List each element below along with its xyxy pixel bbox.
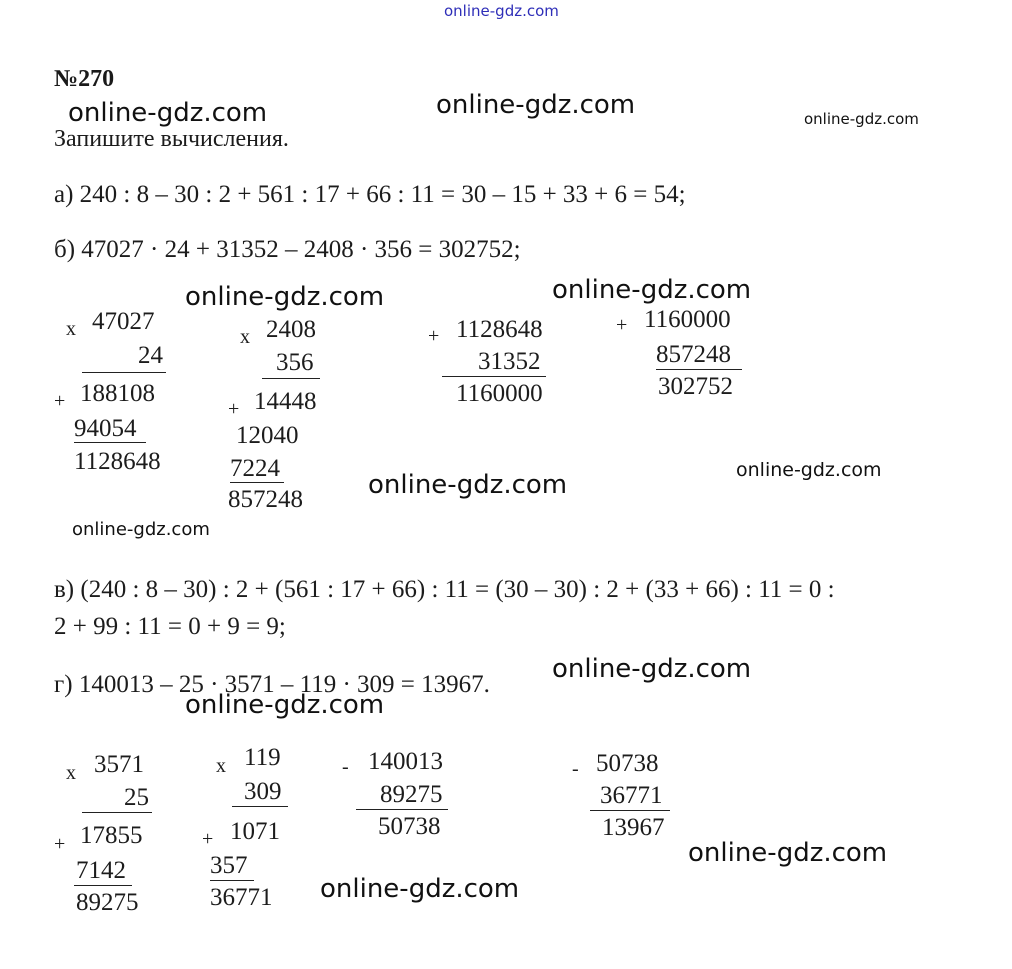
result: 302752	[658, 373, 733, 400]
equation-v-line-2: 2 + 99 : 11 = 0 + 9 = 9;	[54, 613, 286, 640]
underline	[262, 378, 320, 379]
partial-product: 17855	[80, 822, 143, 849]
partial-product: 188108	[80, 380, 155, 407]
operand: 309	[244, 778, 282, 805]
multiply-sign: x	[240, 326, 250, 348]
operand: 24	[138, 342, 163, 369]
product: 857248	[228, 486, 303, 513]
plus-sign: +	[54, 390, 66, 412]
watermark: online-gdz.com	[552, 275, 752, 305]
sum: 1160000	[456, 380, 543, 407]
operand: 25	[124, 784, 149, 811]
underline	[590, 810, 670, 811]
underline	[230, 482, 284, 483]
underline	[74, 885, 132, 886]
result: 13967	[602, 814, 665, 841]
partial-product: 7142	[76, 857, 126, 884]
operand: 31352	[478, 348, 541, 375]
underline	[356, 809, 448, 810]
operand: 119	[244, 744, 281, 771]
minus-sign: -	[342, 756, 349, 778]
partial-product: 1071	[230, 818, 280, 845]
plus-sign: +	[54, 833, 66, 855]
underline	[74, 442, 146, 443]
watermark: online-gdz.com	[436, 90, 636, 120]
underline	[232, 806, 288, 807]
underline	[82, 372, 166, 373]
operand: 3571	[94, 751, 144, 778]
operand: 50738	[596, 750, 659, 777]
operand: 36771	[600, 782, 663, 809]
product: 1128648	[74, 448, 161, 475]
watermark: online-gdz.com	[552, 654, 752, 684]
operand: 140013	[368, 748, 443, 775]
partial-product: 357	[210, 852, 248, 879]
product: 36771	[210, 884, 273, 911]
operand: 47027	[92, 308, 155, 335]
difference: 50738	[378, 813, 441, 840]
watermark: online-gdz.com	[320, 874, 520, 904]
watermark: online-gdz.com	[185, 282, 385, 312]
product: 89275	[76, 889, 139, 916]
underline	[442, 376, 546, 377]
watermark: online-gdz.com	[68, 98, 268, 128]
multiply-sign: x	[66, 762, 76, 784]
watermark: online-gdz.com	[688, 838, 888, 868]
watermark: online-gdz.com	[804, 110, 919, 128]
underline	[656, 369, 742, 370]
partial-product: 94054	[74, 415, 137, 442]
underline	[210, 880, 254, 881]
operand: 857248	[656, 341, 731, 368]
plus-sign: +	[616, 314, 628, 336]
underline	[82, 812, 152, 813]
watermark-top: online-gdz.com	[444, 2, 559, 20]
watermark: online-gdz.com	[368, 470, 568, 500]
partial-product: 7224	[230, 455, 280, 482]
equation-a: а) 240 : 8 – 30 : 2 + 561 : 17 + 66 : 11 = 30 – 15 + 33 + 6 = 54;	[54, 181, 686, 208]
plus-sign: +	[428, 325, 440, 347]
task-text: Запишите вычисления.	[54, 126, 289, 152]
equation-v-line-1: в) (240 : 8 – 30) : 2 + (561 : 17 + 66) : 11 = (30 – 30) : 2 + (33 + 66) : 11 = 0 :	[54, 576, 835, 603]
operand: 1160000	[644, 306, 731, 333]
exercise-number: №270	[54, 66, 115, 92]
equation-b: б) 47027 · 24 + 31352 – 2408 · 356 = 302752;	[54, 236, 521, 263]
plus-sign: +	[228, 398, 240, 420]
partial-product: 12040	[236, 422, 299, 449]
operand: 2408	[266, 316, 316, 343]
operand: 356	[276, 349, 314, 376]
watermark: online-gdz.com	[185, 690, 385, 720]
watermark: online-gdz.com	[736, 459, 882, 481]
operand: 1128648	[456, 316, 543, 343]
minus-sign: -	[572, 758, 579, 780]
multiply-sign: x	[216, 755, 226, 777]
plus-sign: +	[202, 828, 214, 850]
operand: 89275	[380, 781, 443, 808]
watermark: online-gdz.com	[72, 519, 210, 540]
equation-g: г) 140013 – 25 · 3571 – 119 · 309 = 13967.	[54, 671, 490, 698]
partial-product: 14448	[254, 388, 317, 415]
multiply-sign: x	[66, 318, 76, 340]
